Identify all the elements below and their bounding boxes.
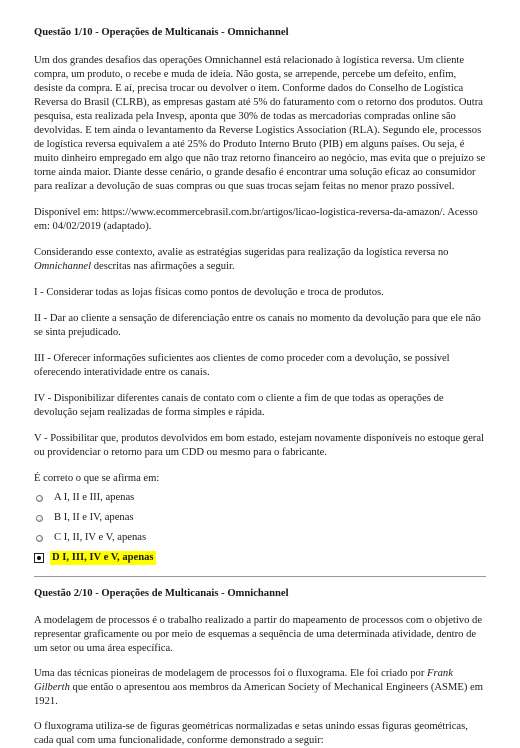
question-title: Questão 2/10 - Operações de Multicanais - Omnichannel [34, 588, 289, 599]
context-text-end: descritas nas afirmações a seguir. [91, 261, 235, 272]
author-name: Frank Gilberth [34, 668, 453, 693]
question-divider [34, 576, 486, 577]
text-segment-end: que então o apresentou aos membros da American Society of Mechanical Engineers (ASME) em 1921. [34, 682, 483, 707]
option-d-selected[interactable] [34, 548, 486, 568]
question-text: Um dos grandes desafios das operações Omnichannel está relacionado à logística reversa. Um cliente compra, um produto, o recebe e muda de ideia. Não gosta, se arrepende, percebe um defeito, enfim, desiste da compra. E aí, precisa trocar ou devolver o item. Conforme dados do Conselho de Logística Reversa do Brasil (CLRB), as empresas gastam até 5% do faturamento com o retorno dos produtos. Outra pesquisa, esta realizada pela Invesp, aponta que 30% de todas as mercadorias compradas online são devolvidas. E tem ainda o levantamento da Reverse Logistics Association (RLA). Segundo ele, processos de logística reversa equivalem a até 25% do Produto Interno Bruto (PIB) em alguns países. Ou seja, é muito dinheiro empregado em algo que não traz retorno financeiro ao negócio, mas evita que o prejuízo se torne ainda maior. Diante desse cenário, o grande desafio é encontrar uma solução eficaz ao consumidor para realizar a devolução de suas compras ou que suas trocas sejam feitas no menor prazo possível. [34, 55, 486, 192]
answer-prompt: É correto o que se afirma em: [34, 473, 160, 484]
question-text-2 [34, 667, 486, 709]
statement-3: III - Oferecer informações suficientes aos clientes de como proceder com a devolução, se possível oferecendo interatividade entre os canais. [34, 353, 450, 378]
text-segment: Uma das técnicas pioneiras de modelagem de processos foi o fluxograma. Ele foi criado por [34, 668, 428, 679]
context-text: Considerando esse contexto, avalie as estratégias sugeridas para realização da logística reversa no [34, 247, 449, 258]
question-text-3: O fluxograma utiliza-se de figuras geométricas normalizadas e setas unindo essas figuras geométricas, cada qual com uma funcionalidade, conforme demonstrado a seguir: [34, 721, 468, 746]
answer-options [34, 488, 486, 568]
question-title: Questão 1/10 - Operações de Multicanais - Omnichannel [34, 27, 289, 38]
question-text: A modelagem de processos é o trabalho realizado a partir do mapeamento de processos com o objetivo de representar graficamente ou por meio de esquemas a sequência de uma determinada atividade, dentro de um setor ou uma área específica. [34, 615, 483, 654]
option-label: B I, II e IV, apenas [54, 512, 134, 523]
statement-5: V - Possibilitar que, produtos devolvidos em bom estado, estejam novamente disponíveis no estoque geral ou providenciar o retorno para um CDD ou mesmo para o fabricante. [34, 433, 484, 458]
option-a[interactable] [34, 488, 486, 508]
source-reference: Disponível em: https://www.ecommercebrasil.com.br/artigos/licao-logistica-reversa-da-amazon/. Acesso em: 04/02/2019 (adaptado). [34, 207, 478, 232]
radio-button-icon[interactable] [36, 515, 43, 522]
option-label: C I, II, IV e V, apenas [54, 532, 147, 543]
question-context [34, 246, 486, 274]
option-label: A I, II e III, apenas [54, 492, 135, 503]
option-b[interactable] [34, 508, 486, 528]
option-c[interactable] [34, 528, 486, 548]
selected-answer-icon[interactable] [34, 553, 44, 563]
correct-answer-label: D I, III, IV e V, apenas [52, 552, 154, 563]
statement-1: I - Considerar todas as lojas físicas como pontos de devolução e troca de produtos. [34, 287, 384, 298]
question-1 [34, 26, 486, 568]
radio-button-icon[interactable] [36, 495, 43, 502]
statement-2: II - Dar ao cliente a sensação de diferenciação entre os canais no momento da devolução para que ele não se sinta prejudicado. [34, 313, 481, 338]
context-emphasis: Omnichannel [34, 261, 92, 272]
statement-4: IV - Disponibilizar diferentes canais de contato com o cliente a fim de que todas as operações de devolução sejam realizadas de forma simples e rápida. [34, 393, 444, 418]
radio-button-icon[interactable] [36, 535, 43, 542]
question-2 [34, 587, 486, 748]
